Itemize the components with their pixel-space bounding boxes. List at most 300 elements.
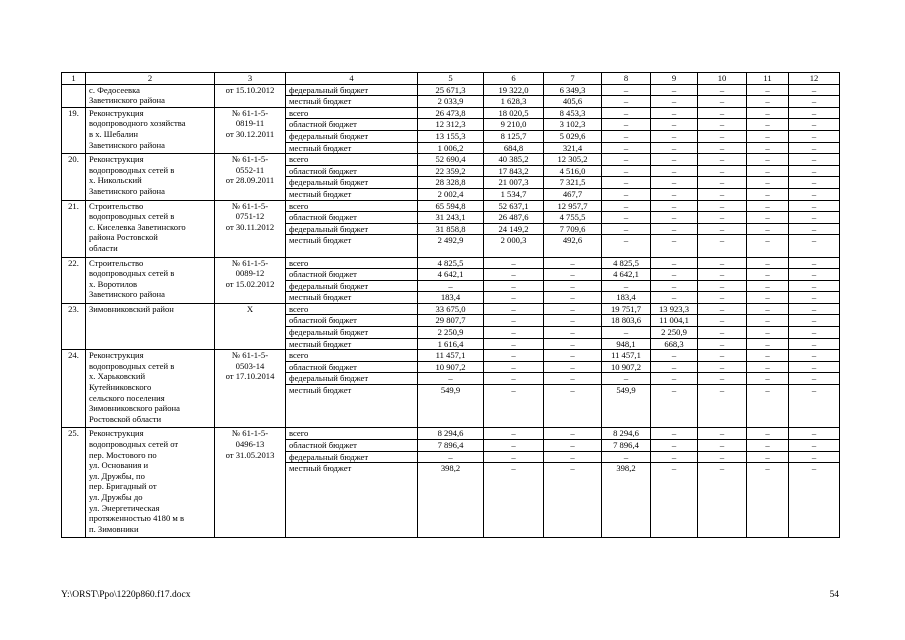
amount-cell: –	[651, 451, 698, 463]
funding-source-cell: всего	[286, 154, 418, 166]
amount-cell: –	[698, 212, 747, 224]
amount-cell: –	[544, 292, 602, 304]
amount-cell: –	[747, 107, 789, 119]
row-number-cell: 21.	[62, 200, 86, 257]
amount-cell: 7 896,4	[418, 440, 484, 452]
amount-cell: –	[544, 315, 602, 327]
amount-cell: –	[698, 188, 747, 200]
header-cell: 3	[215, 73, 286, 85]
object-name-line: с. Федосеевка	[89, 84, 140, 95]
amount-cell: –	[698, 440, 747, 452]
amount-cell: –	[789, 177, 840, 189]
amount-cell: –	[602, 165, 651, 177]
funding-source-cell: всего	[286, 428, 418, 440]
header-cell: 4	[286, 73, 418, 85]
object-name-line: Заветинского района	[89, 95, 165, 106]
amount-cell: –	[698, 130, 747, 142]
amount-cell: –	[544, 280, 602, 292]
amount-cell: 467,7	[544, 188, 602, 200]
amount-cell: –	[544, 361, 602, 373]
table-header-row	[62, 73, 840, 85]
amount-cell: 26 473,8	[418, 107, 484, 119]
amount-cell: –	[698, 451, 747, 463]
amount-cell: 492,6	[544, 235, 602, 257]
object-name-line: Заветинского района	[89, 289, 165, 300]
amount-cell: –	[651, 212, 698, 224]
amount-cell: –	[602, 107, 651, 119]
amount-cell: 2 492,9	[418, 235, 484, 257]
amount-cell: 26 487,6	[484, 212, 544, 224]
table-row	[62, 154, 840, 166]
amount-cell: –	[602, 188, 651, 200]
amount-cell: –	[698, 350, 747, 362]
amount-cell: –	[698, 96, 747, 108]
amount-cell: 1 006,2	[418, 142, 484, 154]
table-row	[62, 350, 840, 362]
object-name-cell	[86, 200, 215, 257]
object-name-line: Реконструкция	[89, 428, 144, 439]
table-row	[62, 303, 840, 315]
funding-source-cell: областной бюджет	[286, 165, 418, 177]
expertise-doc-line: № 61-1-5-	[231, 350, 269, 361]
funding-source-cell: всего	[286, 303, 418, 315]
amount-cell: –	[698, 463, 747, 538]
object-name-line: водопроводных сетей в	[89, 268, 175, 279]
amount-cell: –	[544, 385, 602, 428]
object-name-line: сельского поселения	[89, 392, 165, 403]
amount-cell: –	[484, 440, 544, 452]
amount-cell: –	[789, 200, 840, 212]
object-name-cell	[86, 107, 215, 153]
amount-cell: –	[544, 463, 602, 538]
amount-cell: –	[747, 96, 789, 108]
amount-cell: –	[698, 373, 747, 385]
amount-cell: –	[484, 350, 544, 362]
amount-cell: 28 328,8	[418, 177, 484, 189]
amount-cell: 8 294,6	[418, 428, 484, 440]
amount-cell: –	[698, 177, 747, 189]
amount-cell: 1 628,3	[484, 96, 544, 108]
amount-cell: –	[789, 385, 840, 428]
amount-cell: 18 020,5	[484, 107, 544, 119]
amount-cell: 22 359,2	[418, 165, 484, 177]
amount-cell: –	[747, 84, 789, 96]
object-name-cell	[86, 154, 215, 200]
amount-cell: –	[747, 154, 789, 166]
amount-cell: –	[484, 269, 544, 281]
amount-cell: –	[747, 235, 789, 257]
amount-cell: 3 102,3	[544, 119, 602, 131]
amount-cell: –	[602, 119, 651, 131]
header-cell: 9	[651, 73, 698, 85]
amount-cell: –	[789, 280, 840, 292]
object-name-line: Кутейниковского	[89, 382, 152, 393]
amount-cell: –	[789, 440, 840, 452]
header-cell: 10	[698, 73, 747, 85]
amount-cell: –	[747, 257, 789, 269]
object-name-line: водопроводных сетей в	[89, 211, 175, 222]
expertise-doc-cell	[215, 84, 286, 107]
funding-source-cell: местный бюджет	[286, 188, 418, 200]
amount-cell: –	[651, 292, 698, 304]
header-cell: 8	[602, 73, 651, 85]
header-cell: 6	[484, 73, 544, 85]
amount-cell: –	[544, 350, 602, 362]
object-name-line: Зимовниковского района	[89, 403, 180, 414]
amount-cell: –	[789, 361, 840, 373]
amount-cell: 13 155,3	[418, 130, 484, 142]
amount-cell: –	[651, 223, 698, 235]
amount-cell: –	[698, 119, 747, 131]
amount-cell: 31 858,8	[418, 223, 484, 235]
object-name-line: области	[89, 242, 118, 253]
amount-cell: –	[698, 257, 747, 269]
funding-source-cell: областной бюджет	[286, 440, 418, 452]
amount-cell: 4 825,5	[418, 257, 484, 269]
amount-cell: –	[747, 327, 789, 339]
amount-cell: 948,1	[602, 338, 651, 350]
object-name-line: водопроводных сетей от	[89, 439, 179, 450]
table-row	[62, 428, 840, 440]
amount-cell: –	[651, 107, 698, 119]
row-number-cell: 20.	[62, 154, 86, 200]
amount-cell: –	[747, 440, 789, 452]
expertise-doc-line: 0751-12	[235, 211, 265, 222]
amount-cell: 2 033,9	[418, 96, 484, 108]
amount-cell: 24 149,2	[484, 223, 544, 235]
amount-cell: –	[789, 223, 840, 235]
amount-cell: –	[544, 440, 602, 452]
object-name-line: Реконструкция	[89, 350, 144, 361]
amount-cell: 7 896,4	[602, 440, 651, 452]
amount-cell: –	[544, 428, 602, 440]
amount-cell: –	[651, 350, 698, 362]
expertise-doc-line: № 61-1-5-	[231, 428, 269, 439]
amount-cell: 8 294,6	[602, 428, 651, 440]
amount-cell: –	[747, 361, 789, 373]
expertise-doc-line: от 30.11.2012	[225, 221, 275, 232]
amount-cell: –	[789, 373, 840, 385]
amount-cell: –	[747, 269, 789, 281]
object-name-line: с. Киселевка Заветинского	[89, 221, 186, 232]
funding-source-cell: местный бюджет	[286, 142, 418, 154]
funding-source-cell: федеральный бюджет	[286, 373, 418, 385]
expertise-doc-cell	[215, 303, 286, 349]
amount-cell: 7 321,5	[544, 177, 602, 189]
amount-cell: –	[544, 327, 602, 339]
amount-cell: 10 907,2	[418, 361, 484, 373]
amount-cell: –	[602, 223, 651, 235]
amount-cell: –	[789, 165, 840, 177]
amount-cell: –	[544, 338, 602, 350]
amount-cell: 398,2	[602, 463, 651, 538]
amount-cell: –	[747, 280, 789, 292]
expertise-doc-line: № 61-1-5-	[231, 154, 269, 165]
amount-cell: –	[789, 463, 840, 538]
funding-source-cell: федеральный бюджет	[286, 280, 418, 292]
amount-cell: –	[602, 154, 651, 166]
amount-cell: –	[698, 269, 747, 281]
object-name-cell	[86, 350, 215, 428]
object-name-line: х. Харьковский	[89, 371, 146, 382]
amount-cell: –	[418, 280, 484, 292]
object-name-line: пер. Мостового по	[89, 449, 157, 460]
amount-cell: –	[747, 315, 789, 327]
amount-cell: 18 803,6	[602, 315, 651, 327]
amount-cell: 25 671,3	[418, 84, 484, 96]
amount-cell: –	[789, 428, 840, 440]
amount-cell: –	[789, 451, 840, 463]
amount-cell: 19 322,0	[484, 84, 544, 96]
amount-cell: –	[789, 303, 840, 315]
amount-cell: –	[602, 96, 651, 108]
amount-cell: –	[747, 451, 789, 463]
amount-cell: –	[651, 280, 698, 292]
amount-cell: 11 457,1	[418, 350, 484, 362]
amount-cell: –	[747, 303, 789, 315]
object-name-line: водопроводного хозяйства	[89, 118, 186, 129]
row-number-cell: 25.	[62, 428, 86, 538]
amount-cell: 13 923,3	[651, 303, 698, 315]
row-number-cell: 22.	[62, 257, 86, 303]
amount-cell: 9 210,0	[484, 119, 544, 131]
expertise-doc-line: Х	[246, 303, 254, 314]
amount-cell: –	[651, 361, 698, 373]
amount-cell: –	[602, 142, 651, 154]
amount-cell: 5 029,6	[544, 130, 602, 142]
amount-cell: –	[651, 84, 698, 96]
object-name-line: пер. Бригадный от	[89, 481, 157, 492]
expertise-doc-cell	[215, 428, 286, 538]
amount-cell: 17 843,2	[484, 165, 544, 177]
object-name-line: ул. Основания и	[89, 460, 149, 471]
object-name-line: ул. Дружбы до	[89, 491, 143, 502]
funding-source-cell: областной бюджет	[286, 212, 418, 224]
amount-cell: –	[651, 165, 698, 177]
amount-cell: –	[789, 292, 840, 304]
expertise-doc-line: № 61-1-5-	[231, 257, 269, 268]
object-name-cell	[86, 257, 215, 303]
funding-source-cell: федеральный бюджет	[286, 327, 418, 339]
amount-cell: –	[789, 130, 840, 142]
header-cell: 12	[789, 73, 840, 85]
amount-cell: 31 243,1	[418, 212, 484, 224]
amount-cell: –	[602, 280, 651, 292]
amount-cell: –	[484, 361, 544, 373]
amount-cell: –	[789, 142, 840, 154]
amount-cell: 1 534,7	[484, 188, 544, 200]
object-name-cell	[86, 84, 215, 107]
object-name-line: Ростовской области	[89, 413, 162, 424]
amount-cell: –	[544, 269, 602, 281]
amount-cell: –	[484, 292, 544, 304]
row-number-cell: 24.	[62, 350, 86, 428]
amount-cell: 4 642,1	[602, 269, 651, 281]
amount-cell: –	[789, 84, 840, 96]
amount-cell: –	[747, 212, 789, 224]
amount-cell: –	[651, 269, 698, 281]
amount-cell: –	[651, 119, 698, 131]
amount-cell: –	[789, 107, 840, 119]
amount-cell: –	[698, 280, 747, 292]
amount-cell: 1 616,4	[418, 338, 484, 350]
amount-cell: –	[698, 338, 747, 350]
amount-cell: –	[747, 188, 789, 200]
amount-cell: –	[544, 257, 602, 269]
budget-table	[61, 72, 840, 538]
amount-cell: 398,2	[418, 463, 484, 538]
expertise-doc-line: 0819-11	[235, 118, 265, 129]
amount-cell: 2 000,3	[484, 235, 544, 257]
amount-cell: –	[789, 154, 840, 166]
amount-cell: –	[789, 350, 840, 362]
amount-cell: 12 957,7	[544, 200, 602, 212]
amount-cell: –	[484, 385, 544, 428]
funding-source-cell: всего	[286, 107, 418, 119]
amount-cell: –	[484, 280, 544, 292]
amount-cell: 4 825,5	[602, 257, 651, 269]
amount-cell: –	[602, 177, 651, 189]
object-name-cell	[86, 428, 215, 538]
object-name-line: ул. Дружбы, по	[89, 470, 145, 481]
amount-cell: 549,9	[602, 385, 651, 428]
amount-cell: –	[789, 96, 840, 108]
amount-cell: 4 755,5	[544, 212, 602, 224]
amount-cell: –	[418, 451, 484, 463]
amount-cell: –	[789, 119, 840, 131]
object-name-line: протяженностью 4180 м в	[89, 513, 185, 524]
amount-cell: –	[602, 327, 651, 339]
expertise-doc-cell	[215, 200, 286, 257]
amount-cell: 33 675,0	[418, 303, 484, 315]
funding-source-cell: областной бюджет	[286, 269, 418, 281]
amount-cell: –	[747, 292, 789, 304]
amount-cell: –	[698, 303, 747, 315]
amount-cell: –	[651, 257, 698, 269]
funding-source-cell: областной бюджет	[286, 361, 418, 373]
funding-source-cell: всего	[286, 257, 418, 269]
amount-cell: –	[602, 130, 651, 142]
amount-cell: –	[698, 223, 747, 235]
amount-cell: 2 002,4	[418, 188, 484, 200]
amount-cell: 52 637,1	[484, 200, 544, 212]
amount-cell: –	[698, 292, 747, 304]
amount-cell: –	[418, 373, 484, 385]
amount-cell: 405,6	[544, 96, 602, 108]
amount-cell: –	[698, 154, 747, 166]
object-name-line: ул. Энергетическая	[89, 502, 160, 513]
expertise-doc-line: от 15.02.2012	[225, 278, 275, 289]
expertise-doc-line: от 30.12.2011	[225, 128, 275, 139]
amount-cell: 19 751,7	[602, 303, 651, 315]
amount-cell: 10 907,2	[602, 361, 651, 373]
amount-cell: –	[544, 451, 602, 463]
funding-source-cell: всего	[286, 350, 418, 362]
amount-cell: –	[544, 303, 602, 315]
amount-cell: 40 385,2	[484, 154, 544, 166]
amount-cell: –	[651, 200, 698, 212]
expertise-doc-line: 0496-13	[235, 439, 265, 450]
funding-source-cell: областной бюджет	[286, 315, 418, 327]
amount-cell: –	[651, 96, 698, 108]
table-row	[62, 257, 840, 269]
amount-cell: –	[484, 451, 544, 463]
amount-cell: –	[747, 119, 789, 131]
table-row	[62, 107, 840, 119]
table-row	[62, 200, 840, 212]
expertise-doc-line: от 31.05.2013	[225, 449, 275, 460]
amount-cell: 4 516,0	[544, 165, 602, 177]
amount-cell: –	[789, 257, 840, 269]
object-name-line: Строительство	[89, 200, 144, 211]
amount-cell: 183,4	[602, 292, 651, 304]
expertise-doc-line: от 28.09.2011	[225, 175, 275, 186]
object-name-line: Строительство	[89, 257, 144, 268]
amount-cell: 2 250,9	[418, 327, 484, 339]
amount-cell: –	[651, 235, 698, 257]
amount-cell: –	[698, 327, 747, 339]
amount-cell: –	[698, 315, 747, 327]
amount-cell: –	[747, 130, 789, 142]
amount-cell: –	[651, 188, 698, 200]
funding-source-cell: местный бюджет	[286, 292, 418, 304]
amount-cell: –	[747, 177, 789, 189]
amount-cell: 11 457,1	[602, 350, 651, 362]
amount-cell: 549,9	[418, 385, 484, 428]
amount-cell: –	[544, 373, 602, 385]
expertise-doc-line: 0552-11	[235, 164, 265, 175]
amount-cell: –	[484, 303, 544, 315]
row-number-cell: 19.	[62, 107, 86, 153]
amount-cell: –	[484, 257, 544, 269]
object-name-line: района Ростовской	[89, 232, 158, 243]
expertise-doc-line: № 61-1-5-	[231, 107, 269, 118]
funding-source-cell: местный бюджет	[286, 385, 418, 428]
amount-cell: –	[698, 428, 747, 440]
funding-source-cell: федеральный бюджет	[286, 177, 418, 189]
amount-cell: –	[651, 463, 698, 538]
amount-cell: –	[747, 385, 789, 428]
amount-cell: –	[789, 188, 840, 200]
amount-cell: –	[698, 385, 747, 428]
object-name-cell	[86, 303, 215, 349]
amount-cell: –	[747, 142, 789, 154]
amount-cell: –	[602, 451, 651, 463]
amount-cell: –	[747, 373, 789, 385]
amount-cell: –	[789, 235, 840, 257]
table-row	[62, 84, 840, 96]
amount-cell: –	[484, 338, 544, 350]
amount-cell: 12 312,3	[418, 119, 484, 131]
funding-source-cell: областной бюджет	[286, 119, 418, 131]
funding-source-cell: федеральный бюджет	[286, 130, 418, 142]
header-cell: 11	[747, 73, 789, 85]
object-name-line: Реконструкция	[89, 154, 144, 165]
funding-source-cell: федеральный бюджет	[286, 451, 418, 463]
funding-source-cell: местный бюджет	[286, 96, 418, 108]
expertise-doc-line: 0089-12	[235, 268, 265, 279]
amount-cell: –	[651, 130, 698, 142]
expertise-doc-cell	[215, 107, 286, 153]
object-name-line: Заветинского района	[89, 139, 165, 150]
amount-cell: –	[651, 373, 698, 385]
row-number-cell	[62, 84, 86, 107]
expertise-doc-line: от 17.10.2014	[225, 371, 275, 382]
amount-cell: –	[789, 315, 840, 327]
amount-cell: –	[789, 269, 840, 281]
amount-cell: –	[602, 84, 651, 96]
amount-cell: –	[698, 107, 747, 119]
